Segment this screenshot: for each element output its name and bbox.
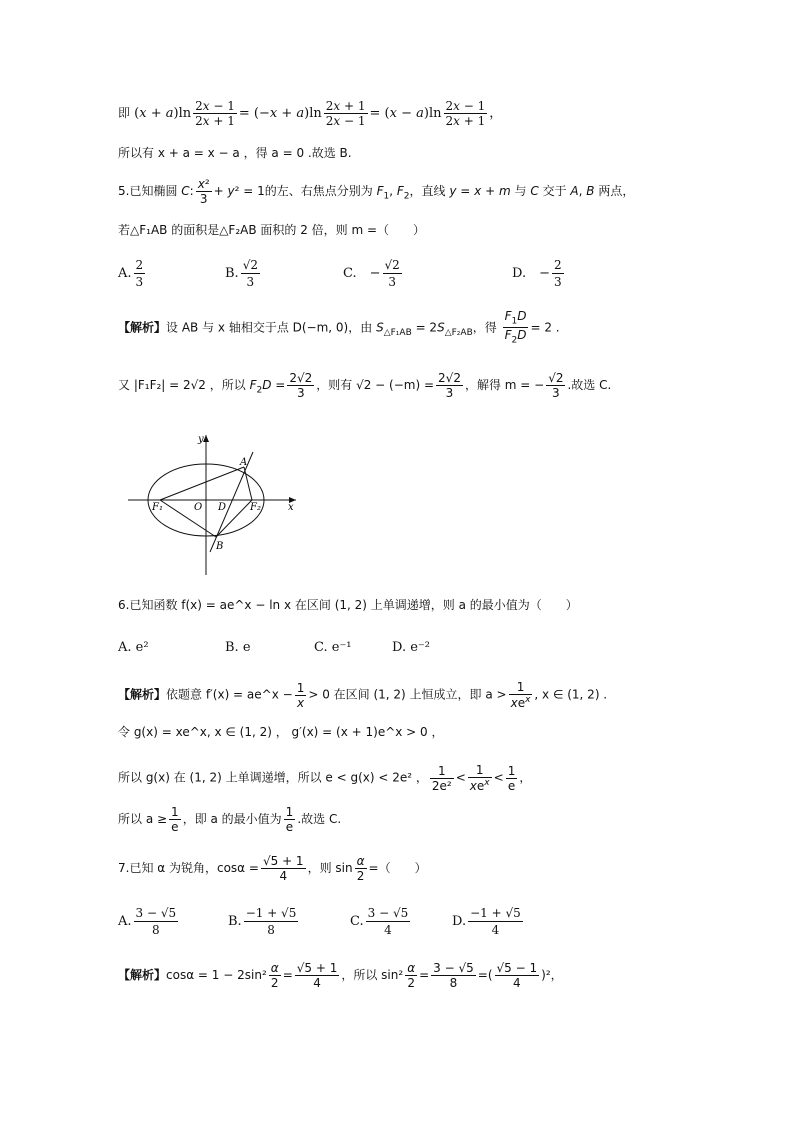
option-c: C. $\frac{3 - √5}{4}$: [350, 906, 409, 937]
prefix-text: 即: [118, 106, 131, 120]
question-5-line-2: 若△F₁AB 的面积是△F₂AB 面积的 2 倍，则 m =（ ）: [118, 223, 426, 237]
analysis-6-line-4: 所以 a ≥ $\frac{1}{e}$ ，即 a 的最小值为 $\frac{1}{e}$ .故选 C.: [118, 805, 342, 834]
point-f1-label: F₁: [152, 502, 163, 513]
option-c: C. e⁻¹: [314, 640, 352, 655]
option-b: B. $\frac{-1 + √5}{8}$: [228, 906, 297, 937]
fraction: $\frac{2x - 1}{2x + 1}$: [445, 99, 486, 128]
analysis-6-line-3: 所以 g(x) 在 (1, 2) 上单调递增，所以 e < g(x) < 2e² ， $\frac{1}{\text{2e²}}$ < $\frac{1}{xe^x}$ < $\frac{1}{e}$ ，: [118, 763, 532, 793]
fraction: $\frac{\text{x²}}{3}$: [197, 177, 210, 206]
point-b-label: B: [216, 541, 224, 552]
fraction: $\frac{2x + 1}{2x - 1}$: [325, 99, 366, 128]
equation-line-1: 即 (x + a)ln $\frac{2x - 1}{2x + 1}$ = (−x + a)ln $\frac{2x + 1}{2x - 1}$ = (x − a)ln $\frac{2x - 1}{2x + 1}$ ，: [118, 99, 503, 128]
analysis-5-line-2: 又 |F₁F₂| = 2√2 ，所以 $F_2D$ = $\frac{2√2}{3}$ ，则有 √2 − (−m) = $\frac{2√2}{3}$ ，解得 m = − $\frac{√2}{3}$ .故选 C.: [118, 371, 612, 400]
option-a: A. $\frac{3 - √5}{8}$: [118, 906, 177, 937]
option-d: D. e⁻²: [392, 640, 430, 655]
conclusion-line: 所以有 x + a = x − a ，得 a = 0 .故选 B.: [118, 146, 352, 160]
option-a: A. e²: [118, 640, 149, 655]
option-c: C. − $\frac{√2}{3}$: [343, 258, 400, 289]
analysis-7-line-1: 【解析】cosα = 1 − 2sin² $\frac{\alpha}{2}$ = $\frac{√5 + 1}{4}$ ，所以 sin² $\frac{\alpha}{2}$ = $\frac{3 - √5}{8}$ =( $\frac{√5 - 1}{4}$ )²，: [118, 961, 563, 990]
question-6: 6.已知函数 f(x) = ae^x − ln x 在区间 (1, 2) 上单调递增，则 a 的最小值为（ ）: [118, 598, 578, 612]
option-b: B. $\frac{√2}{3}$: [225, 258, 258, 289]
ellipse-figure: [118, 430, 308, 580]
analysis-5-line-1: 【解析】设 AB 与 x 轴相交于点 D(−m, 0)，由 $S_{\triangle F_1AB} = 2S_{\triangle F_2AB}$，得 $\frac{F_1D}{F_2D}$ = 2 .: [118, 309, 560, 346]
point-o-label: O: [194, 502, 203, 513]
question-7: 7.已知 α 为锐角，cosα = $\frac{√5 + 1}{4}$ ，则 sin $\frac{\alpha}{2}$ =（ ）: [118, 854, 427, 883]
analysis-6-line-1: 【解析】依题意 f′(x) = ae^x − $\frac{1}{x}$ > 0 在区间 (1, 2) 上恒成立，即 a > $\frac{1}{xe^x}$ , x ∈ (1, 2) .: [118, 680, 608, 710]
point-d-label: D: [218, 502, 227, 513]
point-a-label: A: [240, 457, 248, 468]
question-5: 5.已知椭圆 C: $\frac{\text{x²}}{3}$ + y² = 1的左、右焦点分别为 $F_1$, $F_2$，直线 y = x + m 与 C 交于 A, B 两点，: [118, 177, 635, 206]
y-axis-label: y: [198, 434, 204, 445]
x-axis-label: x: [288, 502, 294, 513]
option-d: D. $\frac{-1 + √5}{4}$: [452, 906, 521, 937]
analysis-6-line-2: 令 g(x) = xe^x, x ∈ (1, 2) ， g′(x) = (x + 1)e^x > 0 ，: [118, 725, 444, 739]
fraction: $\frac{2x - 1}{2x + 1}$: [195, 99, 235, 128]
option-d: D. − $\frac{2}{3}$: [512, 258, 562, 289]
option-a: A. $\frac{2}{3}$: [118, 258, 144, 289]
option-b: B. e: [225, 640, 251, 655]
point-f2-label: F₂: [250, 502, 261, 513]
